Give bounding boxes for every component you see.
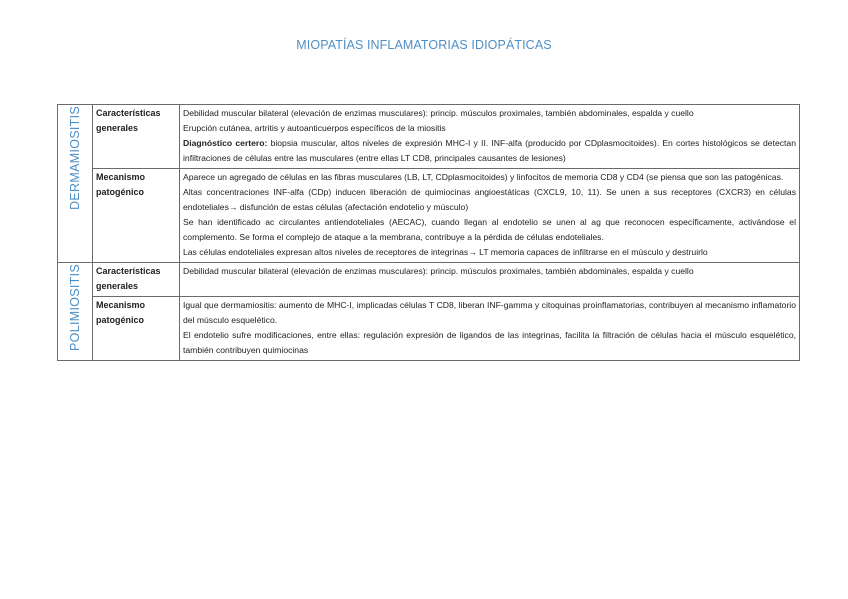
- content-cell: [180, 263, 800, 297]
- content-line: Aparece un agregado de células en las fibras musculares (LB, LT, CDplasmocitoides) y linfocitos de memoria CD8 y CD4 (se piensa que son las patogénicas.: [183, 172, 784, 182]
- category-label: Características generales: [93, 105, 180, 169]
- content-line: Las células endoteliales expresan altos niveles de receptores de integrinas→ LT memoria capaces de infiltrarse en el músculo y destruirlo: [183, 247, 708, 257]
- category-label: Características generales: [93, 263, 180, 297]
- content-cell: [180, 105, 800, 169]
- table-row: [58, 263, 800, 297]
- content-line: Se han identificado ac circulantes antiendoteliales (AECAC), cuando llegan al endotelio se unen al ag que reconocen específicamente, activándose el complemento. Se forma el complejo de ataque a la membrana, contribuye a la pérdida de células endoteliales.: [183, 217, 796, 242]
- content-cell: [180, 297, 800, 361]
- content-line: Debilidad muscular bilateral (elevación de enzimas musculares): princip. músculos proximales, también abdominales, espalda y cuello: [183, 108, 694, 118]
- content-line: Igual que dermamiositis: aumento de MHC-I, implicadas células T CD8, liberan INF-gamma y citoquinas proinflamatorias, contribuyen al mecanismo inflamatorio del músculo esquelético.: [183, 300, 796, 325]
- page-title: MIOPATÍAS INFLAMATORIAS IDIOPÁTICAS: [296, 38, 552, 52]
- disease-cell-polimiositis: [58, 263, 93, 361]
- diagnosis-line: [183, 136, 796, 166]
- content-line: El endotelio sufre modificaciones, entre ellas: regulación expresión de ligandos de las integrinas, facilita la filtración de células hacia el músculo esquelético, también contribuyen quimiocinas: [183, 330, 796, 355]
- category-label: Mecanismo patogénico: [93, 169, 180, 263]
- category-label: Mecanismo patogénico: [93, 297, 180, 361]
- content-line: Erupción cutánea, artritis y autoanticuerpos específicos de la miositis: [183, 123, 446, 133]
- disease-label-polimiositis: POLIMIOSITIS: [68, 264, 82, 351]
- diagnosis-label: Diagnóstico certero:: [183, 138, 268, 148]
- myopathies-table: [57, 104, 800, 361]
- content-line: Altas concentraciones INF-alfa (CDp) inducen liberación de quimiocinas angioestáticas (CXCL9, 10, 11). Se unen a sus receptores (CXCR3) en células endoteliales→ disfunción de estas células (afectación endotelio y músculo): [183, 187, 796, 212]
- table-row: [58, 169, 800, 263]
- table-row: [58, 297, 800, 361]
- content-cell: [180, 169, 800, 263]
- disease-label-dermatomiositis: DERMAMIOSITIS: [68, 106, 82, 210]
- content-line: Debilidad muscular bilateral (elevación de enzimas musculares): princip. músculos proximales, también abdominales, espalda y cuello: [183, 266, 694, 276]
- diagnosis-text: biopsia muscular, altos niveles de expresión MHC-I y II. INF-alfa (producido por CDplasmocitoides). En cortes histológicos se detectan infiltraciones de células entre las musculares (entre ellas LT CD8, principales causantes de lesiones): [183, 138, 796, 163]
- disease-cell-dermatomiositis: [58, 105, 93, 263]
- table-row: [58, 105, 800, 169]
